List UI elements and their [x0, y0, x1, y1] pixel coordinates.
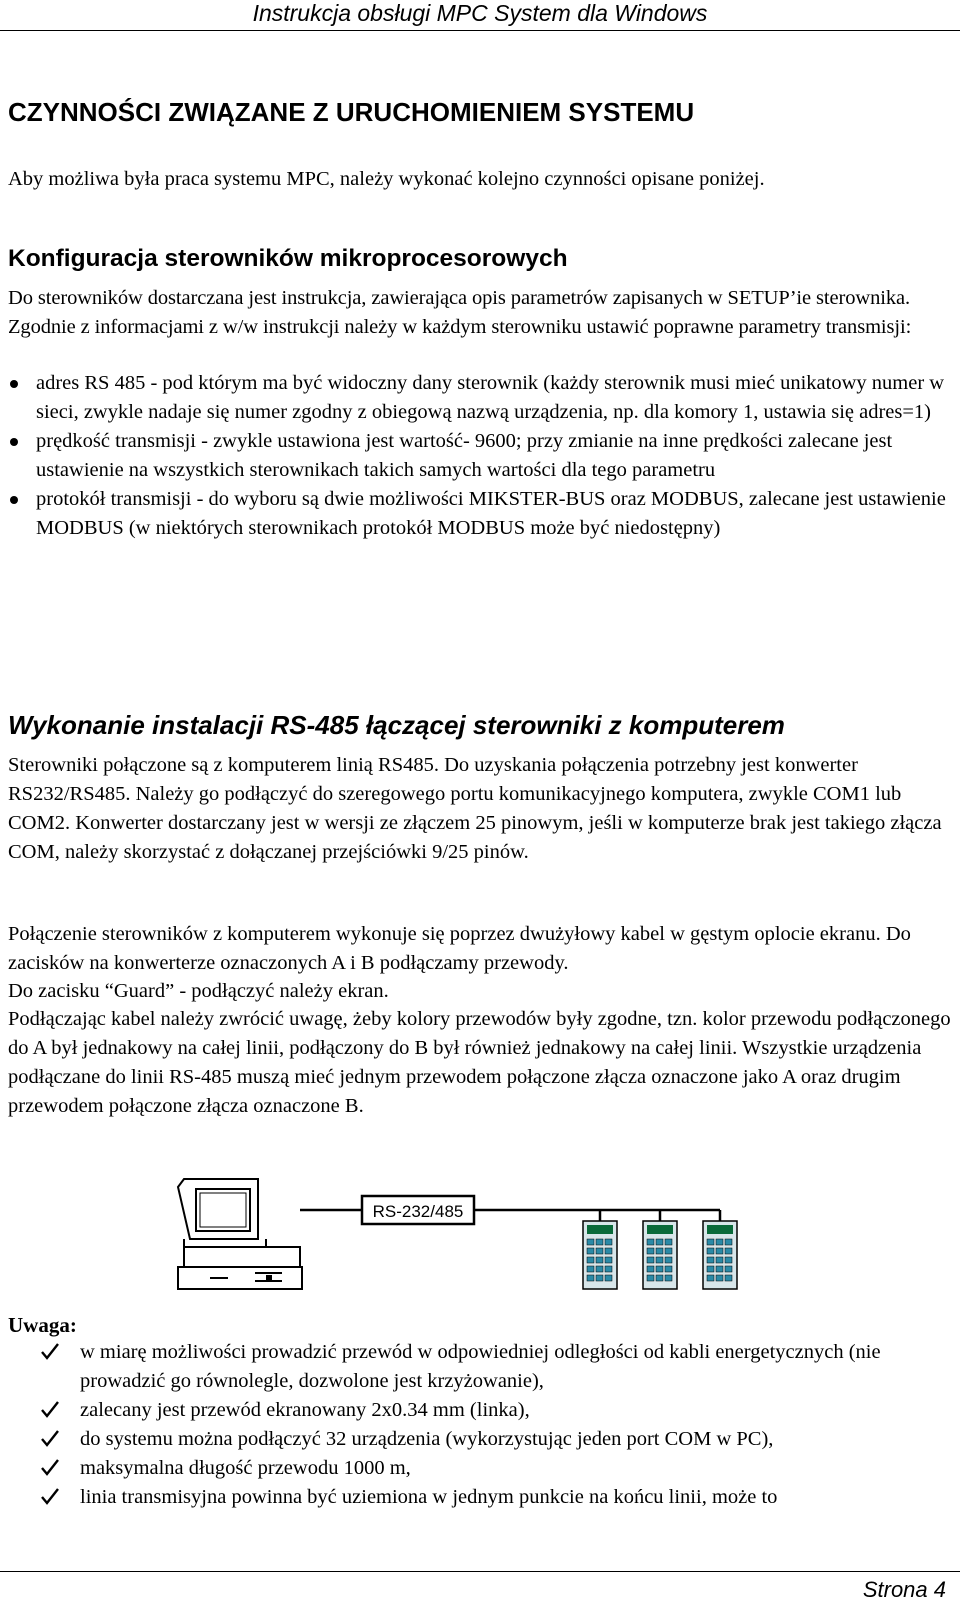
list-item: adres RS 485 - pod którym ma być widoczny dany sterownik (każdy sterownik musi mieć unikatowy numer w sieci, zwykle nadaje się numer zgodny z obiegową nazwą urządzenia, np. dla komory 1, ustawia się adres=1): [8, 369, 953, 427]
controller-icon: [703, 1221, 737, 1289]
controllers-config-paragraph: Do sterowników dostarczana jest instrukcja, zawierająca opis parametrów zapisanych w SETUP’ie sterownika. Zgodnie z informacjami z w/w instrukcji należy w każdym sterowniku ustawić poprawne parametry transmisji:: [8, 287, 912, 338]
checkmark-icon: [40, 1400, 60, 1420]
page-number: Strona 4: [862, 1577, 946, 1602]
checkmark-icon: [40, 1458, 60, 1478]
bullet-icon: [10, 496, 18, 504]
page-header: Instrukcja obsługi MPC System dla Windows: [0, 0, 960, 31]
list-item: w miarę możliwości prowadzić przewód w odpowiedniej odległości od kabli energetycznych (nie prowadzić go równolegle, dozwolone jest krzyżowanie),: [8, 1338, 953, 1396]
transmission-params-list: [8, 369, 953, 542]
checkmark-icon: [40, 1342, 60, 1362]
controller-icon: [643, 1221, 677, 1289]
computer-icon: [178, 1179, 302, 1289]
converter-box: [362, 1196, 474, 1224]
section-title-startup: CZYNNOŚCI ZWIĄZANE Z URUCHOMIENIEM SYSTEMU: [8, 97, 695, 127]
bullet-icon: [10, 380, 18, 388]
checkmark-icon: [40, 1429, 60, 1449]
rs485-paragraph-4: Podłączając kabel należy zwrócić uwagę, żeby kolory przewodów były zgodne, tzn. kolor przewodu podłączonego do A był jednakowy na całej linii, podłączony do B był również jednakowy na całej linii. Wszystkie urządzenia podłączane do linii RS-485 muszą mieć jednym przewodem połączone złącza oznaczone jako A oraz drugim przewodem połączone złącza oznaczone B.: [8, 1008, 951, 1117]
checkmark-icon: [40, 1487, 60, 1507]
rs485-connection-diagram: [170, 1177, 770, 1292]
intro-paragraph: Aby możliwa była praca systemu MPC, należy wykonać kolejno czynności opisane poniżej.: [8, 168, 765, 190]
rs485-paragraph-3: Do zacisku “Guard” - podłączyć należy ekran.: [8, 980, 389, 1002]
list-item: linia transmisyjna powinna być uziemiona w jednym punkcie na końcu linii, może to: [8, 1483, 953, 1512]
section-title-controllers-config: Konfiguracja sterowników mikroprocesorowych: [8, 245, 568, 272]
bullet-icon: [10, 438, 18, 446]
list-item: do systemu można podłączyć 32 urządzenia (wykorzystując jeden port COM w PC),: [8, 1425, 953, 1454]
list-item: prędkość transmisji - zwykle ustawiona jest wartość- 9600; przy zmianie na inne prędkości zalecane jest ustawienie na wszystkich sterownikach takich samych wartości dla tego parametru: [8, 427, 953, 485]
notes-list: [8, 1338, 953, 1511]
controller-icon: [583, 1221, 617, 1289]
list-item: protokół transmisji - do wyboru są dwie możliwości MIKSTER-BUS oraz MODBUS, zalecane jest ustawienie MODBUS (w niektórych sterownikach protokół MODBUS może być niedostępny): [8, 485, 953, 543]
rs485-paragraph-1: Sterowniki połączone są z komputerem linią RS485. Do uzyskania połączenia potrzebny jest konwerter RS232/RS485. Należy go podłączyć do szeregowego portu komunikacyjnego komputera, zwykle COM1 lub COM2. Konwerter dostarczany jest w wersji ze złączem 25 pinowym, jeśli w komputerze brak jest takiego złącza COM, należy skorzystać z dołączanej przejściówki 9/25 pinów.: [8, 754, 942, 863]
footer-divider: [0, 1571, 960, 1572]
list-item: zalecany jest przewód ekranowany 2x0.34 mm (linka),: [8, 1396, 953, 1425]
notes-title: Uwaga:: [8, 1313, 77, 1337]
rs485-paragraph-2: Połączenie sterowników z komputerem wykonuje się poprzez dwużyłowy kabel w gęstym oplocie ekranu. Do zacisków na konwerterze oznaczonych A i B podłączamy przewody.: [8, 923, 911, 974]
converter-label: RS-232/485: [372, 1202, 464, 1221]
list-item: maksymalna długość przewodu 1000 m,: [8, 1454, 953, 1483]
section-title-rs485-installation: Wykonanie instalacji RS-485 łączącej sterowniki z komputerem: [8, 710, 785, 740]
